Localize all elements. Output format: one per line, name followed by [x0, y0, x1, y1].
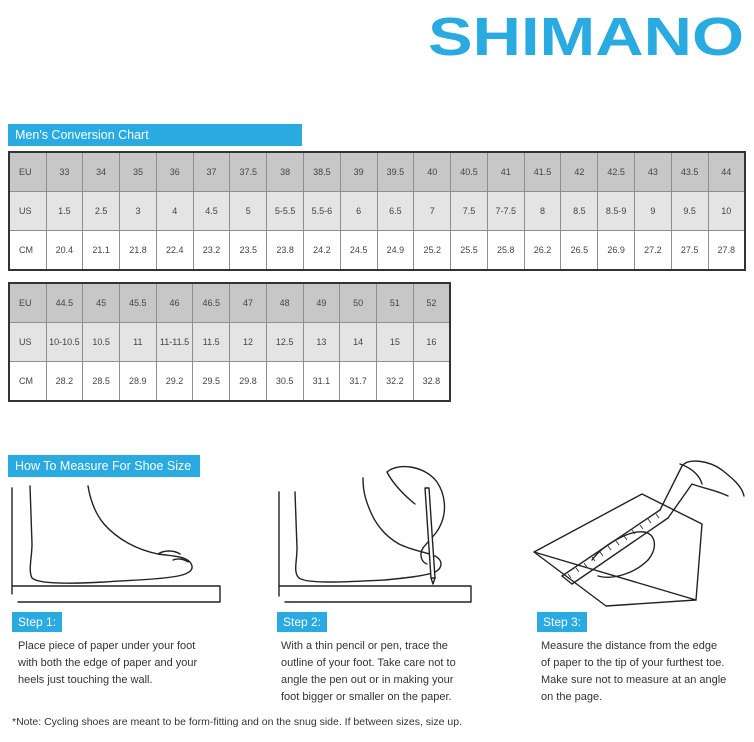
- size-cell-cm: 21.8: [120, 231, 157, 271]
- size-cell-us: 10.5: [83, 323, 120, 362]
- size-cell-us: 12: [230, 323, 267, 362]
- size-cell-eu: 47: [230, 283, 267, 323]
- step-3-line: Measure the distance from the edge: [541, 640, 718, 652]
- size-cell-eu: 42.5: [598, 152, 635, 192]
- size-cell-us: 9: [635, 192, 672, 231]
- size-cell-eu: 49: [303, 283, 340, 323]
- size-cell-cm: 24.9: [377, 231, 414, 271]
- size-cell-eu: 50: [340, 283, 377, 323]
- size-cell-us: 14: [340, 323, 377, 362]
- size-cell-us: 5-5.5: [267, 192, 304, 231]
- size-cell-us: 5: [230, 192, 267, 231]
- shimano-logo-mark: [428, 12, 746, 60]
- size-cell-us: 11.5: [193, 323, 230, 362]
- size-cell-us: 8: [524, 192, 561, 231]
- size-cell-eu: 42: [561, 152, 598, 192]
- size-cell-us: 6: [340, 192, 377, 231]
- size-cell-us: 1.5: [46, 192, 83, 231]
- size-cell-eu: 38: [267, 152, 304, 192]
- size-cell-cm: 26.5: [561, 231, 598, 271]
- size-cell-us: 6.5: [377, 192, 414, 231]
- step-2-label: Step 2:: [277, 612, 327, 632]
- conversion-table-1: [8, 151, 746, 271]
- size-cell-cm: 23.5: [230, 231, 267, 271]
- size-cell-cm: 31.1: [303, 362, 340, 402]
- step-2-illustration: [275, 458, 475, 608]
- size-cell-eu: 45.5: [119, 283, 156, 323]
- size-cell-eu: 43: [635, 152, 672, 192]
- size-cell-cm: 20.4: [46, 231, 83, 271]
- size-cell-cm: 29.8: [230, 362, 267, 402]
- step-3-label: Step 3:: [537, 612, 587, 632]
- size-cell-eu: 40.5: [451, 152, 488, 192]
- table-row-cm: [9, 362, 450, 402]
- row-label-eu: EU: [9, 283, 46, 323]
- size-cell-eu: 44.5: [46, 283, 83, 323]
- ruler-measure-icon: [532, 456, 746, 608]
- size-cell-eu: 37: [193, 152, 230, 192]
- step-1-line: with both the edge of paper and your: [18, 657, 198, 669]
- size-cell-cm: 28.5: [83, 362, 120, 402]
- size-cell-cm: 25.8: [487, 231, 524, 271]
- size-cell-us: 16: [413, 323, 450, 362]
- step-2-line: outline of your foot. Take care not to: [281, 657, 456, 669]
- size-cell-eu: 52: [413, 283, 450, 323]
- size-cell-cm: 27.8: [708, 231, 745, 271]
- size-cell-cm: 28.2: [46, 362, 83, 402]
- size-cell-eu: 44: [708, 152, 745, 192]
- size-cell-cm: 31.7: [340, 362, 377, 402]
- table-row-us: [9, 323, 450, 362]
- size-cell-eu: 35: [120, 152, 157, 192]
- step-1-label: Step 1:: [12, 612, 62, 632]
- size-cell-eu: 37.5: [230, 152, 267, 192]
- table-row-cm: [9, 231, 745, 271]
- size-cell-cm: 25.2: [414, 231, 451, 271]
- size-cell-eu: 43.5: [671, 152, 708, 192]
- pencil-tracing-icon: [275, 458, 475, 608]
- step-3-text: [541, 638, 753, 706]
- size-cell-eu: 41: [487, 152, 524, 192]
- size-cell-cm: 24.2: [303, 231, 340, 271]
- step-1-line: Place piece of paper under your foot: [18, 640, 196, 652]
- step-1-illustration: [8, 484, 230, 606]
- measure-section-title: How To Measure For Shoe Size: [8, 455, 200, 477]
- size-cell-eu: 45: [83, 283, 120, 323]
- size-cell-us: 11-11.5: [156, 323, 193, 362]
- size-cell-us: 3: [120, 192, 157, 231]
- size-cell-us: 4.5: [193, 192, 230, 231]
- size-cell-eu: 39.5: [377, 152, 414, 192]
- size-cell-us: 5.5-6: [303, 192, 340, 231]
- size-cell-eu: 46.5: [193, 283, 230, 323]
- size-cell-cm: 28.9: [119, 362, 156, 402]
- size-cell-us: 12.5: [266, 323, 303, 362]
- size-cell-us: 8.5-9: [598, 192, 635, 231]
- size-cell-cm: 24.5: [340, 231, 377, 271]
- size-cell-cm: 25.5: [451, 231, 488, 271]
- size-cell-us: 7: [414, 192, 451, 231]
- size-cell-cm: 27.2: [635, 231, 672, 271]
- size-cell-us: 9.5: [671, 192, 708, 231]
- size-cell-cm: 26.2: [524, 231, 561, 271]
- size-cell-cm: 23.8: [267, 231, 304, 271]
- size-cell-eu: 34: [83, 152, 120, 192]
- step-2-text: [281, 638, 521, 706]
- size-cell-cm: 26.9: [598, 231, 635, 271]
- size-cell-eu: 40: [414, 152, 451, 192]
- step-2-line: With a thin pencil or pen, trace the: [281, 640, 448, 652]
- foot-on-paper-icon: [8, 484, 230, 606]
- row-label-us: US: [9, 192, 46, 231]
- step-2-line: foot bigger or smaller on the paper.: [281, 691, 452, 703]
- size-cell-us: 2.5: [83, 192, 120, 231]
- size-cell-us: 15: [376, 323, 413, 362]
- logo-text: SHIMANO: [428, 12, 744, 60]
- size-cell-cm: 23.2: [193, 231, 230, 271]
- size-cell-us: 13: [303, 323, 340, 362]
- size-cell-eu: 36: [156, 152, 193, 192]
- conversion-table-2: [8, 282, 451, 402]
- size-cell-us: 10-10.5: [46, 323, 83, 362]
- conversion-chart-title: Men's Conversion Chart: [8, 124, 302, 146]
- size-cell-eu: 39: [340, 152, 377, 192]
- table-row-eu: [9, 152, 745, 192]
- size-cell-us: 11: [119, 323, 156, 362]
- size-cell-eu: 41.5: [524, 152, 561, 192]
- size-cell-cm: 27.5: [671, 231, 708, 271]
- shimano-logo: [428, 12, 746, 60]
- size-cell-us: 7-7.5: [487, 192, 524, 231]
- size-cell-us: 10: [708, 192, 745, 231]
- step-1-line: heels just touching the wall.: [18, 674, 153, 686]
- size-cell-cm: 29.2: [156, 362, 193, 402]
- row-label-cm: CM: [9, 362, 46, 402]
- row-label-cm: CM: [9, 231, 46, 271]
- size-cell-eu: 48: [266, 283, 303, 323]
- size-cell-cm: 32.8: [413, 362, 450, 402]
- size-cell-cm: 22.4: [156, 231, 193, 271]
- size-cell-eu: 46: [156, 283, 193, 323]
- step-3-line: Make sure not to measure at an angle: [541, 674, 727, 686]
- size-cell-cm: 21.1: [83, 231, 120, 271]
- table-row-us: [9, 192, 745, 231]
- size-cell-eu: 51: [376, 283, 413, 323]
- step-3-line: of paper to the tip of your furthest toe.: [541, 657, 725, 669]
- table-row-eu: [9, 283, 450, 323]
- size-cell-us: 4: [156, 192, 193, 231]
- size-cell-cm: 32.2: [376, 362, 413, 402]
- size-cell-us: 8.5: [561, 192, 598, 231]
- step-1-text: [18, 638, 258, 689]
- size-cell-eu: 33: [46, 152, 83, 192]
- step-3-illustration: [532, 456, 746, 608]
- size-cell-cm: 29.5: [193, 362, 230, 402]
- step-3-line: on the page.: [541, 691, 603, 703]
- size-cell-cm: 30.5: [266, 362, 303, 402]
- row-label-eu: EU: [9, 152, 46, 192]
- size-cell-us: 7.5: [451, 192, 488, 231]
- sizing-note: *Note: Cycling shoes are meant to be form-fitting and on the snug side. If between sizes, size up.: [12, 716, 462, 728]
- row-label-us: US: [9, 323, 46, 362]
- size-cell-eu: 38.5: [303, 152, 340, 192]
- step-2-line: angle the pen out or in making your: [281, 674, 454, 686]
